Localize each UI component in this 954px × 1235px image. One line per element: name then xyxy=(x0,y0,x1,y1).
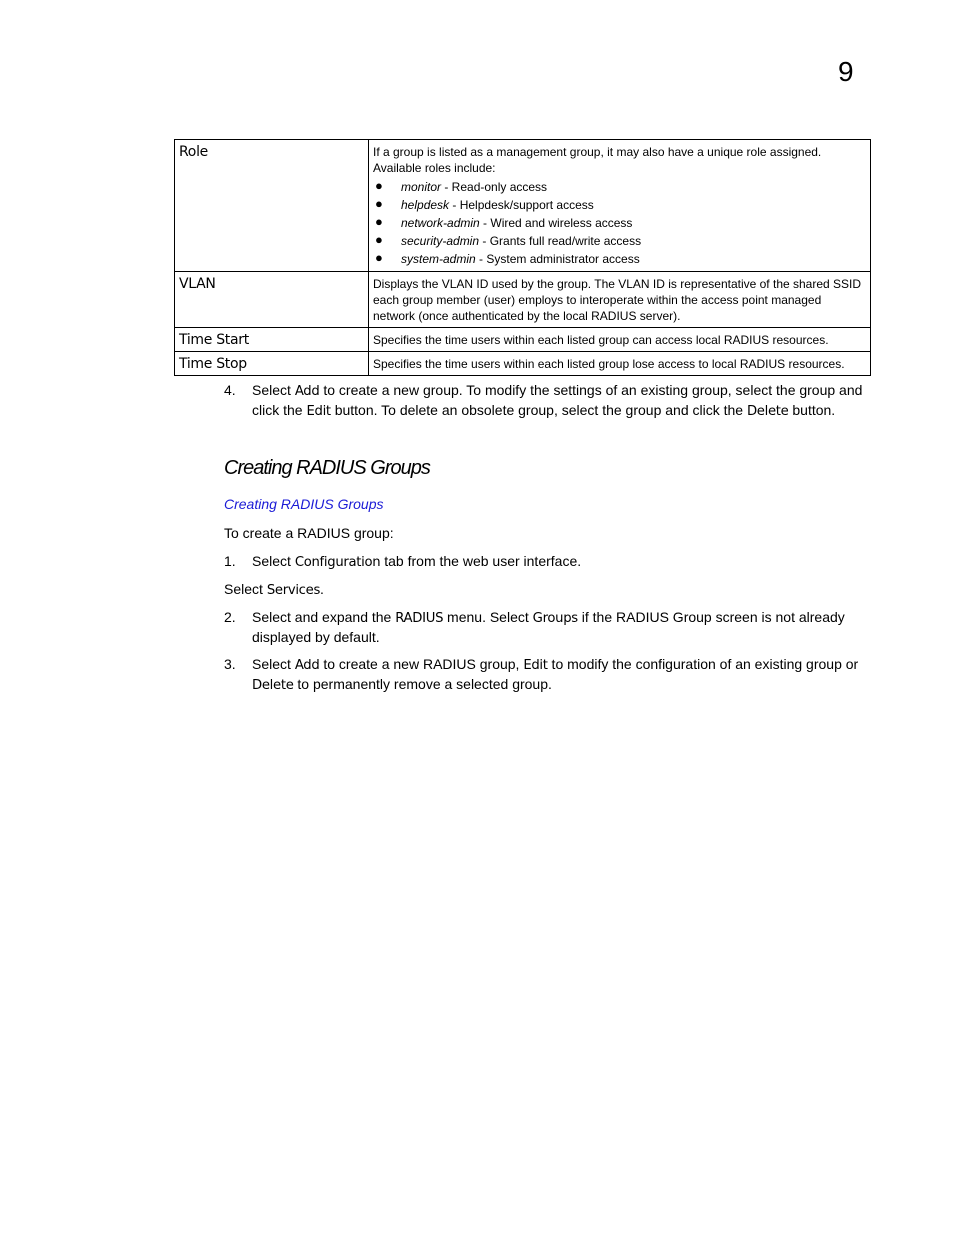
section-heading: Creating RADIUS Groups xyxy=(224,457,430,479)
ui-term-edit: Edit xyxy=(523,658,548,673)
list-item xyxy=(373,250,866,268)
desc-role xyxy=(369,140,871,272)
group-parameters-table xyxy=(174,139,871,376)
ui-term-edit: Edit xyxy=(306,404,331,419)
list-item xyxy=(373,232,866,250)
term-time-start: Time Start xyxy=(175,328,369,352)
role-text: - Wired and wireless access xyxy=(479,216,633,230)
bullet-icon: ● xyxy=(375,196,383,211)
desc-time-stop: Specifies the time users within each listed group lose access to local RADIUS resources. xyxy=(369,352,871,376)
list-item xyxy=(373,178,866,196)
desc-vlan: Displays the VLAN ID used by the group. The VLAN ID is representative of the shared SSID each group member (user) employs to interoperate within the access point managed network (once authenticated by the local RADIUS server). xyxy=(369,272,871,328)
select-services-paragraph: Select Services. xyxy=(224,581,324,598)
ui-term-delete: Delete xyxy=(252,678,294,693)
ui-term-radius: RADIUS xyxy=(395,611,444,626)
step-number: 3. xyxy=(224,656,236,672)
ui-term-add: Add xyxy=(294,384,320,399)
ui-term-configuration: Configuration xyxy=(294,555,381,570)
role-name: helpdesk xyxy=(401,198,450,212)
role-list xyxy=(373,178,866,268)
step-text: Select Add to create a new group. To modify the settings of an existing group, select the group and click the Edit button. To delete an obsolete group, select the group and click the Delete button. xyxy=(252,382,863,419)
term-vlan: VLAN xyxy=(175,272,369,328)
intro-paragraph: To create a RADIUS group: xyxy=(224,525,394,541)
bullet-icon: ● xyxy=(375,178,383,193)
role-name: network-admin xyxy=(401,216,480,230)
table-row xyxy=(175,140,871,272)
role-text: - Grants full read/write access xyxy=(479,234,642,248)
list-item xyxy=(373,196,866,214)
step-2 xyxy=(224,608,874,647)
term-time-stop: Time Stop xyxy=(175,352,369,376)
step-text: Select and expand the RADIUS menu. Select Groups if the RADIUS Group screen is not already displayed by default. xyxy=(252,609,845,645)
step-number: 1. xyxy=(224,553,236,569)
desc-time-start: Specifies the time users within each listed group can access local RADIUS resources. xyxy=(369,328,871,352)
ui-term-groups: Groups xyxy=(532,611,578,626)
step-text: Select Configuration tab from the web user interface. xyxy=(252,553,582,570)
bullet-icon: ● xyxy=(375,250,383,265)
chapter-number: 9 xyxy=(838,56,854,87)
role-text: - Read-only access xyxy=(441,180,548,194)
table-row xyxy=(175,272,871,328)
role-name: system-admin xyxy=(401,252,476,266)
step-number: 2. xyxy=(224,609,236,625)
bullet-icon: ● xyxy=(375,214,383,229)
list-item xyxy=(373,214,866,232)
role-text: - Helpdesk/support access xyxy=(449,198,594,212)
role-name: security-admin xyxy=(401,234,480,248)
table-row xyxy=(175,352,871,376)
ui-term-delete: Delete xyxy=(746,404,789,419)
ui-term-services: Services xyxy=(266,583,321,598)
step-4 xyxy=(224,381,874,421)
step-text: Select Add to create a new RADIUS group, Edit to modify the configuration of an existing group or Delete to permanently remove a selected group. xyxy=(252,656,859,693)
role-intro: If a group is listed as a management group, it may also have a unique role assigned. Available roles include: xyxy=(373,145,822,175)
cross-reference-link[interactable]: Creating RADIUS Groups xyxy=(224,496,384,512)
term-role: Role xyxy=(175,140,369,272)
bullet-icon: ● xyxy=(375,232,383,247)
role-text: - System administrator access xyxy=(475,252,640,266)
table-row xyxy=(175,328,871,352)
step-1 xyxy=(224,552,874,572)
step-number: 4. xyxy=(224,382,236,398)
step-3 xyxy=(224,655,874,695)
ui-term-add: Add xyxy=(294,658,320,673)
role-name: monitor xyxy=(401,180,442,194)
